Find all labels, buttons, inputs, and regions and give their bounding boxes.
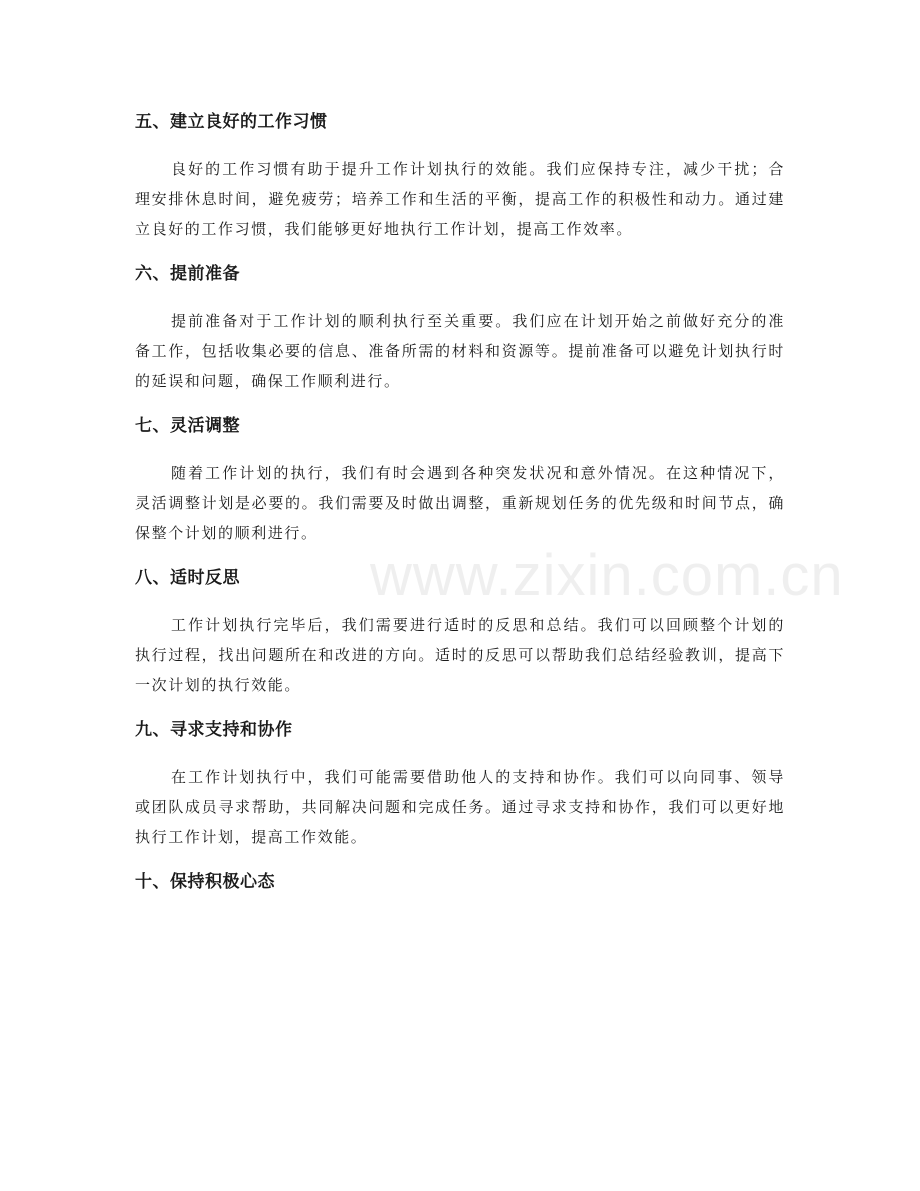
section-10 bbox=[135, 864, 785, 900]
section-paragraph: 在工作计划执行中，我们可能需要借助他人的支持和协作。我们可以向同事、领导或团队成员寻求帮助，共同解决问题和完成任务。通过寻求支持和协作，我们可以更好地执行工作计划，提高工作效能。 bbox=[135, 768, 785, 846]
section-paragraph: 工作计划执行完毕后，我们需要进行适时的反思和总结。我们可以回顾整个计划的执行过程，找出问题所在和改进的方向。适时的反思可以帮助我们总结经验教训，提高下一次计划的执行效能。 bbox=[135, 616, 785, 694]
section-7 bbox=[135, 408, 785, 548]
section-heading: 七、灵活调整 bbox=[135, 416, 240, 436]
document-content bbox=[135, 104, 785, 914]
section-paragraph: 良好的工作习惯有助于提升工作计划执行的效能。我们应保持专注，减少干扰；合理安排休息时间，避免疲劳；培养工作和生活的平衡，提高工作的积极性和动力。通过建立良好的工作习惯，我们能够更好地执行工作计划，提高工作效率。 bbox=[135, 160, 785, 238]
section-heading: 五、建立良好的工作习惯 bbox=[135, 112, 328, 132]
section-paragraph: 随着工作计划的执行，我们有时会遇到各种突发状况和意外情况。在这种情况下，灵活调整计划是必要的。我们需要及时做出调整，重新规划任务的优先级和时间节点，确保整个计划的顺利进行。 bbox=[135, 464, 785, 542]
section-5 bbox=[135, 104, 785, 244]
section-paragraph: 提前准备对于工作计划的顺利执行至关重要。我们应在计划开始之前做好充分的准备工作，包括收集必要的信息、准备所需的材料和资源等。提前准备可以避免计划执行时的延误和问题，确保工作顺利进行。 bbox=[135, 312, 785, 390]
watermark: www.zixin.com.cn bbox=[370, 543, 844, 608]
section-6 bbox=[135, 256, 785, 396]
section-8 bbox=[135, 560, 785, 700]
section-heading: 六、提前准备 bbox=[135, 264, 240, 284]
section-9 bbox=[135, 712, 785, 852]
section-heading: 八、适时反思 bbox=[135, 568, 240, 588]
section-heading: 九、寻求支持和协作 bbox=[135, 720, 293, 740]
section-heading: 十、保持积极心态 bbox=[135, 872, 275, 892]
